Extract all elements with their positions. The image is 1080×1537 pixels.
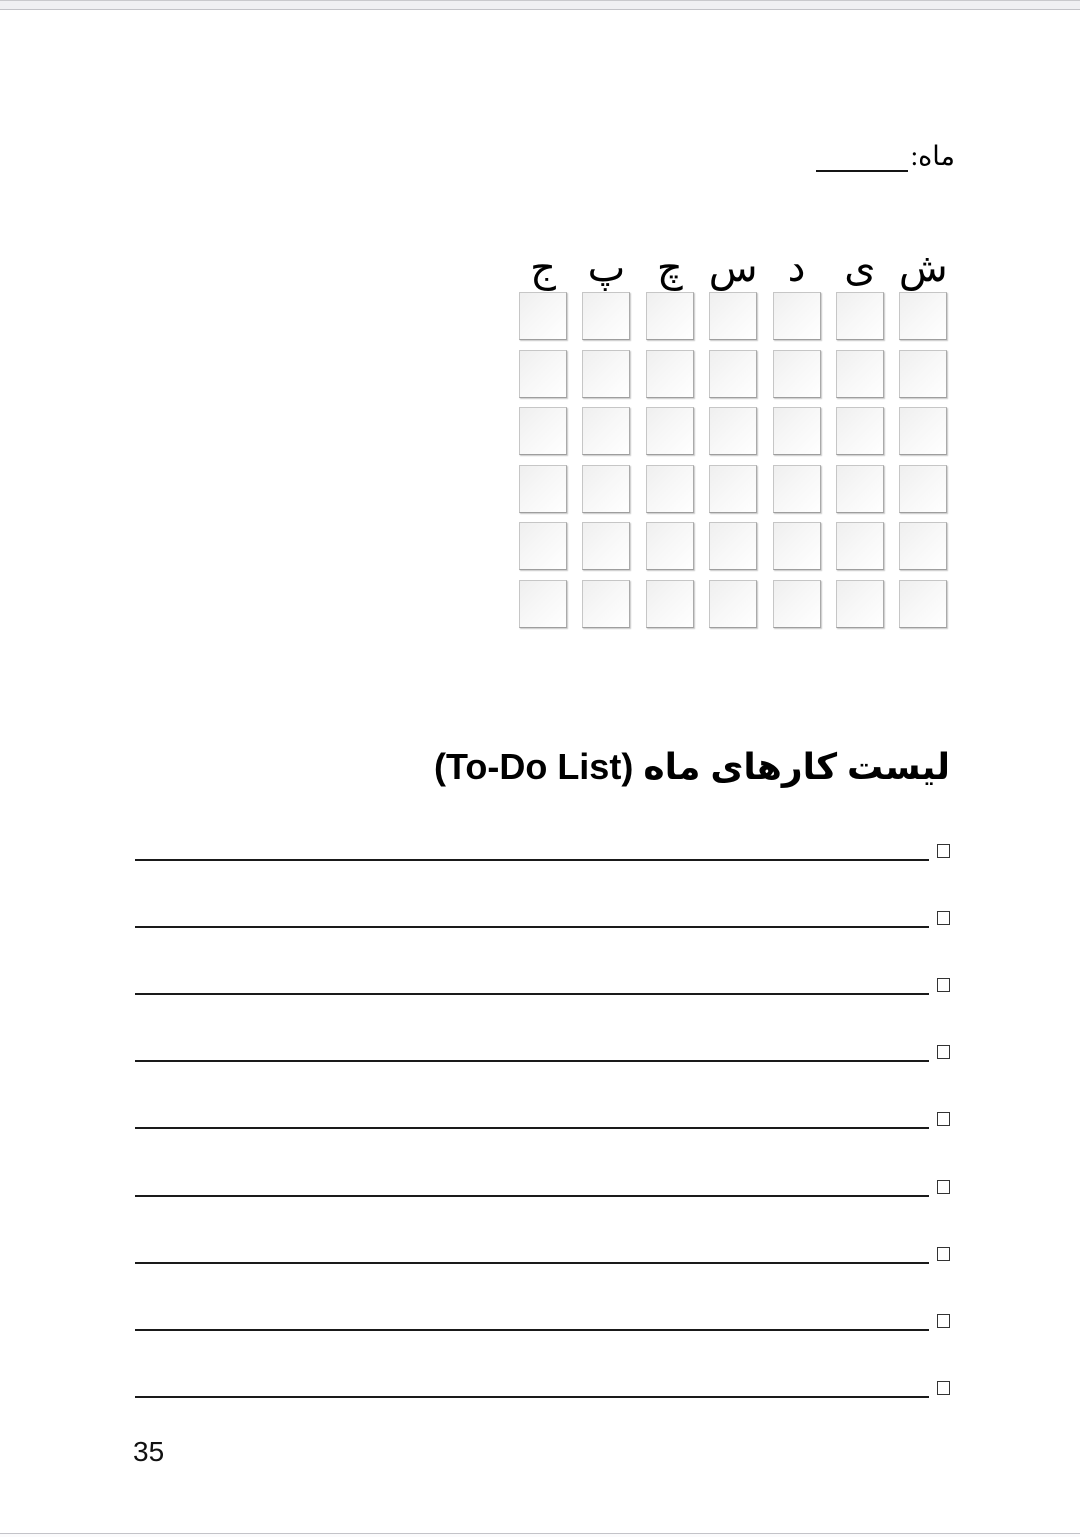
calendar-day-box: [773, 292, 821, 340]
todo-item: [135, 861, 950, 928]
calendar-day-box: [519, 407, 567, 455]
calendar-day-box: [899, 580, 947, 628]
weekday-label-4: چ: [656, 245, 683, 291]
calendar-day-box: [519, 522, 567, 570]
calendar-day-box: [899, 465, 947, 513]
checkbox-icon: [937, 1314, 950, 1328]
todo-item: [135, 1197, 950, 1264]
calendar-day-box: [836, 350, 884, 398]
todo-list: [135, 794, 950, 1398]
calendar-day-box: [899, 407, 947, 455]
calendar-day-box: [709, 350, 757, 398]
calendar-day-box: [646, 522, 694, 570]
calendar-day-box: [646, 350, 694, 398]
calendar-day-box: [582, 522, 630, 570]
calendar-day-box: [582, 292, 630, 340]
todo-item: [135, 794, 950, 861]
calendar-day-box: [582, 580, 630, 628]
calendar-day-box: [709, 522, 757, 570]
weekday-label-2: د: [787, 245, 806, 291]
todo-item: [135, 1264, 950, 1331]
calendar-day-box: [519, 465, 567, 513]
calendar-day-box: [773, 465, 821, 513]
calendar-day-box: [646, 580, 694, 628]
todo-item: [135, 1331, 950, 1398]
weekday-label-3: س: [708, 245, 758, 291]
calendar-day-box: [773, 407, 821, 455]
weekday-label-0: ش: [898, 245, 948, 291]
checkbox-icon: [937, 1045, 950, 1059]
calendar-day-box: [709, 465, 757, 513]
todo-item: [135, 1062, 950, 1129]
page-gap-separator-top: [0, 0, 1080, 10]
checkbox-icon: [937, 911, 950, 925]
calendar-day-box: [899, 522, 947, 570]
month-label: ماه:: [910, 141, 955, 171]
checkbox-icon: [937, 1112, 950, 1126]
calendar-day-box: [582, 465, 630, 513]
checkbox-icon: [937, 978, 950, 992]
page-gap-separator-bottom: [0, 1533, 1080, 1537]
todo-list-title: لیست کارهای ماه (To-Do List): [434, 746, 950, 787]
calendar-day-box: [646, 407, 694, 455]
calendar-day-box: [773, 522, 821, 570]
calendar-day-box: [836, 407, 884, 455]
todo-item: [135, 1129, 950, 1196]
calendar-day-box: [519, 350, 567, 398]
calendar-day-box: [836, 465, 884, 513]
calendar-day-boxes: [519, 292, 947, 628]
checkbox-icon: [937, 844, 950, 858]
month-field: [816, 140, 955, 172]
calendar-day-box: [899, 350, 947, 398]
todo-item: [135, 928, 950, 995]
page-number: 35: [133, 1436, 165, 1467]
calendar-day-box: [646, 292, 694, 340]
month-calendar-grid: [519, 232, 947, 628]
calendar-day-box: [836, 580, 884, 628]
calendar-day-box: [709, 292, 757, 340]
weekday-header-row: [519, 232, 947, 292]
calendar-day-box: [519, 580, 567, 628]
month-blank-line: [816, 146, 908, 172]
todo-blank-line: [135, 1396, 929, 1398]
weekday-label-1: ی: [844, 245, 876, 291]
calendar-day-box: [836, 292, 884, 340]
calendar-day-box: [646, 465, 694, 513]
calendar-day-box: [709, 407, 757, 455]
weekday-label-6: ج: [530, 245, 556, 291]
checkbox-icon: [937, 1247, 950, 1261]
calendar-day-box: [836, 522, 884, 570]
calendar-day-box: [773, 580, 821, 628]
calendar-day-box: [582, 350, 630, 398]
calendar-day-box: [773, 350, 821, 398]
calendar-day-box: [899, 292, 947, 340]
calendar-day-box: [519, 292, 567, 340]
calendar-day-box: [709, 580, 757, 628]
calendar-day-box: [582, 407, 630, 455]
todo-item: [135, 995, 950, 1062]
checkbox-icon: [937, 1381, 950, 1395]
weekday-label-5: پ: [587, 245, 626, 291]
checkbox-icon: [937, 1180, 950, 1194]
